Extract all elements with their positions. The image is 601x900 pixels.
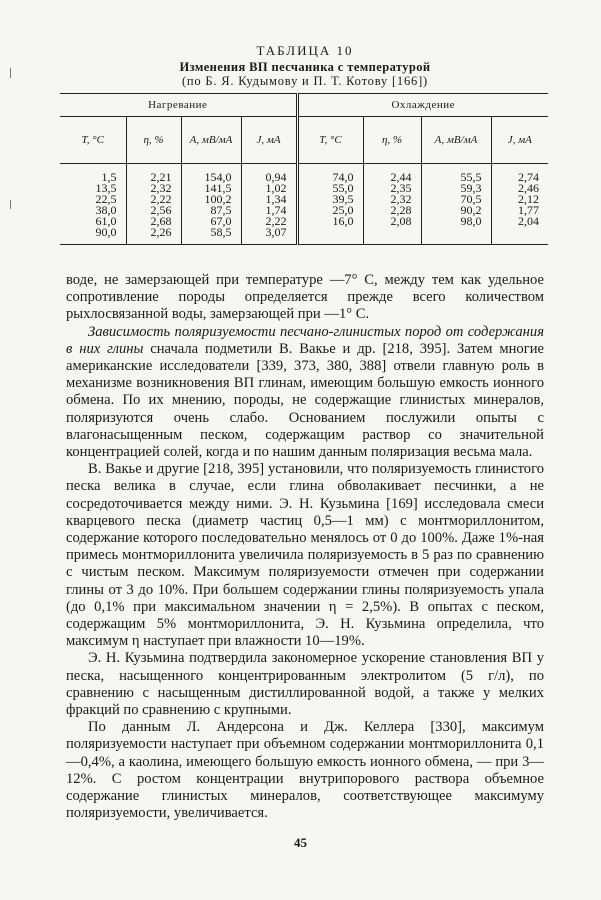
table-cell: 2,26 [126, 227, 181, 245]
table-cell [297, 227, 363, 245]
table-cell [363, 227, 421, 245]
table-cell: 38,0 [95, 203, 117, 217]
table-cell: 2,35 [363, 183, 421, 194]
table-row [60, 216, 548, 227]
table-cell: 90,2 [421, 205, 491, 216]
table-cell: 2,74 [491, 164, 548, 184]
table-cell [421, 227, 491, 245]
table-cell: 2,46 [491, 183, 548, 194]
table-cell: 2,56 [126, 205, 181, 216]
table-cell: 2,28 [363, 205, 421, 216]
paragraph [66, 272, 544, 324]
table-cell: 59,3 [421, 183, 491, 194]
table-cell: 55,5 [421, 164, 491, 184]
table-cell: 154,0 [181, 164, 241, 184]
paragraph [66, 719, 544, 822]
group-cooling: Охлаждение [297, 94, 548, 117]
table-title: Изменения ВП песчаника с температурой [179, 60, 431, 74]
table-cell: 22,5 [95, 192, 117, 206]
page-number: 45 [294, 835, 307, 850]
table-cell: 39,5 [297, 194, 363, 205]
margin-mark [10, 68, 11, 78]
table-cell [491, 227, 548, 245]
column-header: T, °C [60, 117, 126, 164]
column-header: T, °C [297, 117, 363, 164]
table-cell: 2,12 [491, 194, 548, 205]
table-cell: 141,5 [181, 183, 241, 194]
table-cell: 13,5 [95, 181, 117, 195]
paragraph [66, 324, 544, 462]
table-cell: 2,08 [363, 216, 421, 227]
table-cell: 2,22 [126, 194, 181, 205]
table-cell: 2,22 [241, 216, 297, 227]
table-cell: 74,0 [297, 164, 363, 184]
table-cell: 55,0 [297, 183, 363, 194]
paragraph-text: В. Вакье и другие [218, 395] установили, что поляризуемость глинистого песка велика в случае, если глина обволакивает песчинки, а не сосредоточивается между ними. Э. Н. Кузьмина [169] исследовала смеси кварцевого песка (диаметр частиц 0,5—1 мм) с монтмориллонитом, содержание которого последовательно менялось от 0 до 100%. Даже 1%-ная примесь монтмориллонита увеличила поляризуемость в 5 раз по сравнению с чистым песком. Максимум поляризуемости отмечен при содержании глины от 3 до 10%. При большем содержании глины поляризуемость упала (до 0,1% при максимальном значении η = 2,5%). В опытах с песком, содержащим 5% монтмориллонита, Э. Н. Кузьмина определила, что максимум η наступает при влажности 10—19%. [66, 461, 544, 650]
table-cell: 2,32 [126, 183, 181, 194]
table-number: ТАБЛИЦА 10 [256, 43, 354, 58]
table-cell: 2,44 [363, 164, 421, 184]
body-text [66, 272, 544, 823]
margin-mark [10, 200, 11, 209]
table-cell: 1,02 [241, 183, 297, 194]
table-cell: 67,0 [181, 216, 241, 227]
table-cell: 2,21 [126, 164, 181, 184]
table-row [60, 227, 548, 245]
column-header: J, мА [241, 117, 297, 164]
table-cell: 70,5 [421, 194, 491, 205]
table-cell: 16,0 [297, 216, 363, 227]
table-cell: 61,0 [95, 214, 117, 228]
table-cell: 1,74 [241, 205, 297, 216]
paragraph-text: воде, не замерзающей при температуре —7° С, между тем как удельное сопротивление породы определяется прежде всего количеством рыхлосвязанной воды, замерзающей при —1° С. [66, 272, 544, 323]
column-header: η, % [363, 117, 421, 164]
paragraph-text: сначала подметили В. Вакье и др. [218, 395]. Затем многие американские исследователи [339, 373, 380, 388] отвели главную роль в механизме возникновения ВП глинам, имеющим большую емкость ионного обмена. По их мнению, породы, не содержащие глинистых минералов, поляризуются очень слабо. Основанием послужили опыты с влагонасыщенным песком, содержащим раствор со значительной концентрацией солей, когда и по нашим данным поляризация весьма мала. [66, 340, 545, 461]
table-cell: 2,68 [126, 216, 181, 227]
table-cell: 25,0 [297, 205, 363, 216]
table-subtitle: (по Б. Я. Кудымову и П. Т. Котову [166]) [181, 74, 429, 88]
table-cell: 87,5 [181, 205, 241, 216]
table-cell: 3,07 [241, 227, 297, 245]
paragraph-text: Э. Н. Кузьмина подтвердила закономерное ускорение становления ВП у песка, насыщенного концентрированным электролитом (5 г/л), по сравнению с насыщенным дистиллированной водой, а также у мелких фракций по сравнению с крупными. [66, 650, 544, 719]
column-header: J, мА [491, 117, 548, 164]
emphasis: Зависимость поляризуемости песчано-глинистых пород от содержания в них глины [66, 323, 544, 357]
column-header: η, % [126, 117, 181, 164]
table-cell: 2,32 [363, 194, 421, 205]
paragraph [66, 461, 544, 650]
paragraph-text: По данным Л. Андерсона и Дж. Келлера [330], максимум поляризуемости наступает при объемном содержании монтмориллонита 0,1—0,4%, а каолина, имеющего большую емкость ионного обмена, — при 3—12%. С ростом концентрации внутрипорового раствора объемное содержание глинистых минералов, соответствующее максимуму поляризуемости, увеличивается. [66, 719, 544, 822]
table-cell: 100,2 [181, 194, 241, 205]
data-table [60, 93, 548, 245]
table-cell: 0,94 [241, 164, 297, 184]
table-cell: 90,0 [60, 227, 126, 245]
table-cell: 98,0 [421, 216, 491, 227]
column-header: A, мВ/мА [421, 117, 491, 164]
table-cell: 2,04 [491, 216, 548, 227]
column-header: A, мВ/мА [181, 117, 241, 164]
table-cell: 1,5 [101, 170, 117, 184]
group-heating: Нагревание [60, 94, 297, 117]
paragraph [66, 650, 544, 719]
table-cell: 58,5 [181, 227, 241, 245]
table-cell: 1,77 [491, 205, 548, 216]
table-cell: 1,34 [241, 194, 297, 205]
